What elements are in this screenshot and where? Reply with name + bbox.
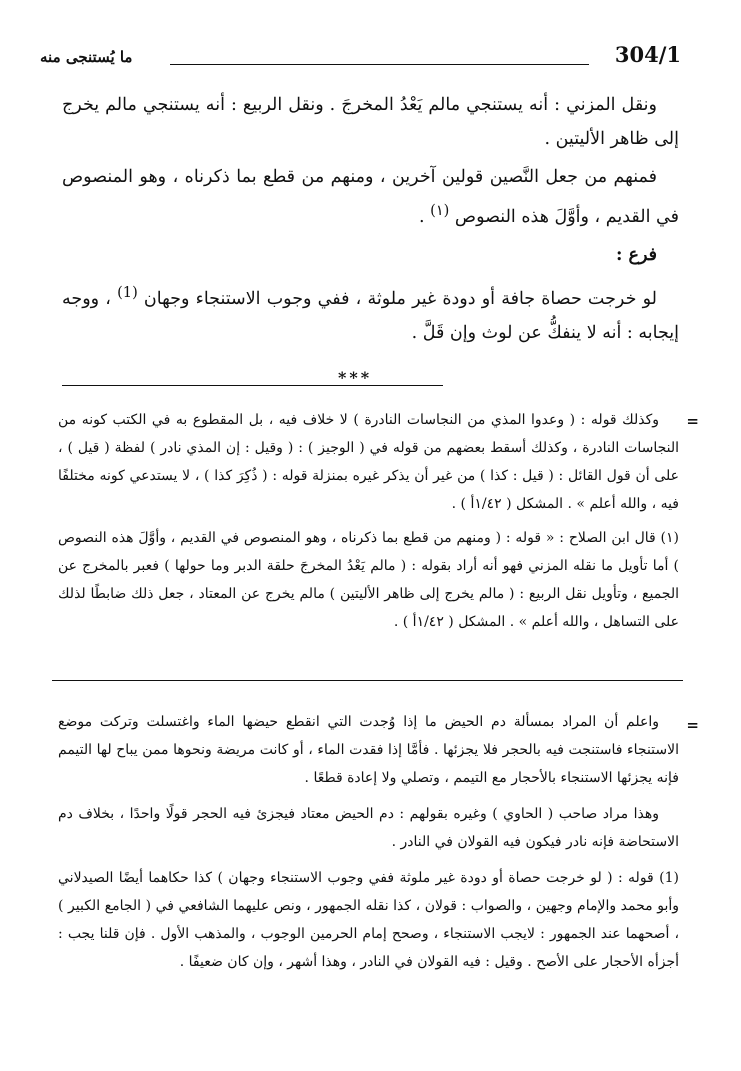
running-title: ما يُستنجى منه xyxy=(40,48,133,66)
stars-divider: *** xyxy=(338,368,373,387)
main-paragraph-1: ونقل المزني : أنه يستنجي مالم يَعْدُ المخرجَ . ونقل الربيع : أنه يستنجي مالم يخرج إلى ظاهر الأليتين . xyxy=(62,95,679,149)
continuation-marker-bottom: = xyxy=(686,716,699,734)
section-separator xyxy=(0,368,741,392)
footnote-ref-1: (١) xyxy=(430,202,450,219)
header-rule xyxy=(170,64,589,65)
main-paragraph-2 xyxy=(62,160,679,234)
main-paragraph-2-text: فمنهم من جعل النَّصين قولين آخرين ، ومنهم من قطع بما ذكرناه ، وهو المنصوص في القديم ، وأوَّلَ هذه النصوص xyxy=(62,167,679,227)
commentary-paragraph-2: وهذا مراد صاحب ( الحاوي ) وغيره بقولهم : دم الحيض معتاد فيجزئ فيه الحجر قولًا واحدًا ، بخلاف دم الاستحاضة فإنه نادر فيكون فيه القولان في النادر . xyxy=(58,806,679,850)
footnote-1-ibn-salah: (١) قال ابن الصلاح : « قوله : ( ومنهم من قطع بما ذكرناه ، وهو المنصوص في القديم ، وأوَّلَ هذه النصوص ) أما تأويل ما نقله المزني فهو أنه أراد بقوله : ( مالم يَعْدُ المخرجَ حلقة الدبر وما حولها ) فعبر بالمخرج عن الجميع ، وتأويل نقل الربيع : ( مالم يخرج إلى ظاهر الأليتين ) مالم يخرج عن المعتاد ، جعل ذلك ضابطًا لذلك على التساهل ، والله أعلم » . المشكل ( ١/٤٢أ ) . xyxy=(58,530,679,630)
footnotes-bottom xyxy=(58,708,679,976)
main-paragraph-3 xyxy=(62,276,679,350)
footnote-rule xyxy=(62,385,443,386)
apparatus-rule xyxy=(52,680,683,681)
footnotes-top xyxy=(58,406,679,636)
continuation-marker-top: = xyxy=(686,412,699,430)
page-number: 304/1 xyxy=(614,42,681,67)
page-header xyxy=(40,42,681,74)
footnote-ref-2: (1) xyxy=(117,283,138,301)
section-heading-far: فرع : xyxy=(615,244,657,265)
main-paragraph-3-end: ، ووجه إيجابه : أنه لا ينفكُّ عن لوث وإن قَلَّ . xyxy=(62,288,679,343)
main-paragraph-3-text: لو خرجت حصاة جافة أو دودة غير ملوثة ، ففي وجوب الاستنجاء وجهان xyxy=(143,288,657,309)
main-text xyxy=(62,88,679,354)
commentary-paragraph-1: واعلم أن المراد بمسألة دم الحيض ما إذا وُجدت التي انقطع حيضها الماء واغتسلت وتركت موضع الاستنجاء فاستنجت فيه بالحجر فلا يجزئها . فأمَّا إذا فقدت الماء ، أو كانت مريضة ونحوها ممن يباح لها التيمم فإنه يجزئها الاستنجاء بالأحجار مع التيمم ، وتصلي ولا إعادة قطعًا . xyxy=(58,714,679,786)
commentary-footnote-1: (1) قوله : ( لو خرجت حصاة أو دودة غير ملوثة ففي وجوب الاستنجاء وجهان ) كذا حكاهما أيضًا الصيدلاني وأبو محمد والإمام وجهين ، والصواب : قولان ، كذا نقله الجمهور ، ونص عليهما الشافعي في ( الجامع الكبير ) ، أصحهما عند الجمهور : لايجب الاستنجاء ، وصحح إمام الحرمين الوجوب ، والمذهب الأول . فإن قلنا يجب : أجزأه الأحجار على الأصح . وقيل : فيه القولان في النادر ، وهذا أشهر ، وإن كان ضعيفًا . xyxy=(58,870,679,970)
main-paragraph-2-end: . xyxy=(418,206,425,227)
footnote-continuation-top: وكذلك قوله : ( وعدوا المذي من النجاسات النادرة ) لا خلاف فيه ، بل المقطوع به في الكتب كونه من النجاسات النادرة ، وكذلك أسقط بعضهم من قوله في ( الوجيز ) : ( وقيل : إن المذي نادر ) لفظة ( قيل ) ، على أن قول القائل : ( قيل : كذا ) من غير أن يذكر غيره بمنزلة قوله : ( ذُكِرَ كذا ) ، لا يستدعي كونه مختلفًا فيه ، والله أعلم » . المشكل ( ١/٤٢أ ) . xyxy=(58,412,679,512)
